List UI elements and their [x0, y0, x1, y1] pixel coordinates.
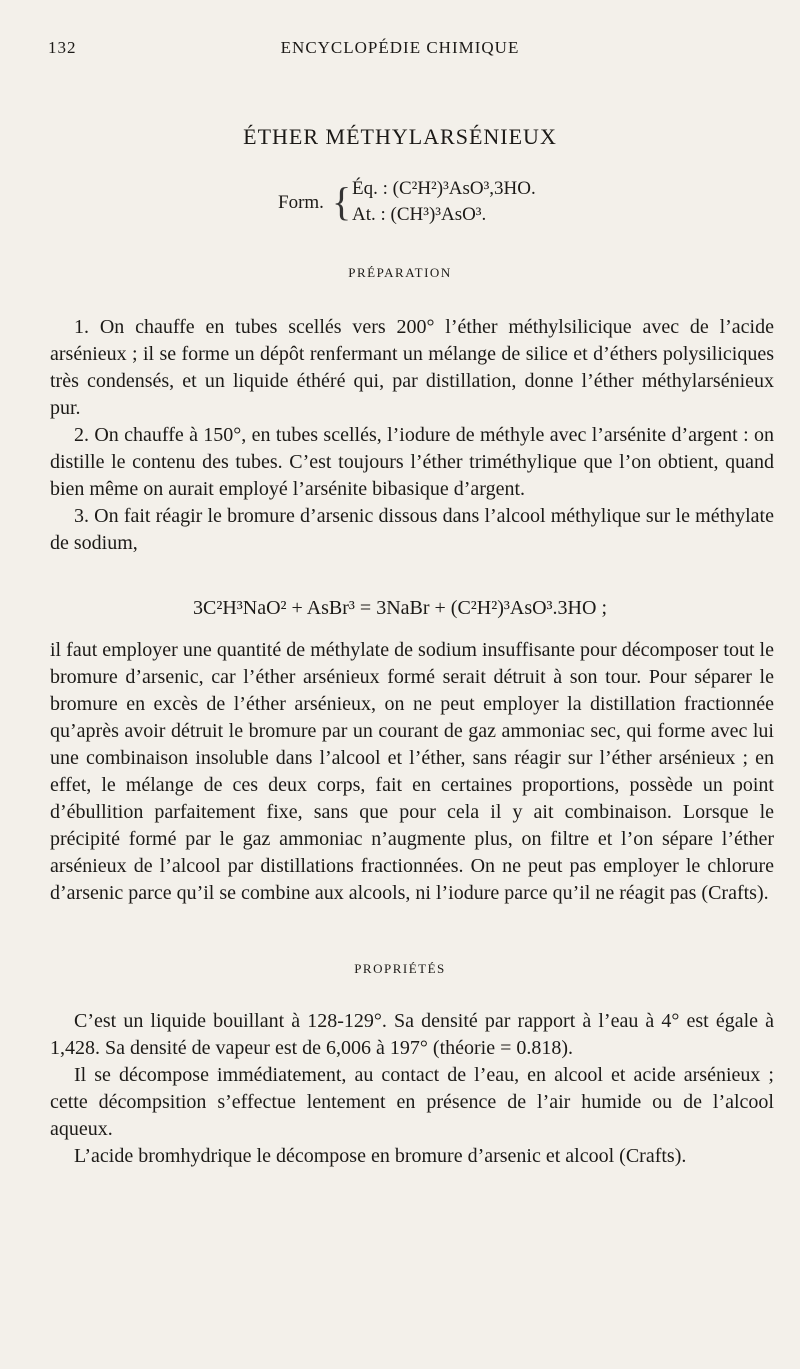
- eq-prefix: Éq. :: [352, 178, 393, 199]
- formula-label: Form.: [278, 192, 324, 213]
- property-paragraph-3: L’acide bromhydrique le décompose en bromure d’arsenic et alcool (Crafts).: [74, 1145, 687, 1167]
- preparation-text-1: [50, 314, 774, 557]
- formula-block: [278, 178, 608, 234]
- at-formula: (CH³)³AsO³.: [390, 204, 487, 225]
- preparation-text-2: [50, 637, 774, 907]
- paragraph-1: 1. On chauffe en tubes scellés vers 200° l’éther méthylsilicique avec de l’acide arsénieux ; il se forme un dépôt renfermant un mélange de silice et d’éthers polysiliciques très condensés, et un liquide éthéré qui, par distillation, donne l’éther méthylarsénieux pur.: [50, 316, 774, 419]
- running-header: [48, 38, 752, 62]
- eq-formula: (C²H²)³AsO³,3HO.: [392, 178, 536, 199]
- at-prefix: At. :: [352, 204, 391, 225]
- article-title: ÉTHER MÉTHYLARSÉNIEUX: [243, 124, 557, 149]
- property-paragraph-1: C’est un liquide bouillant à 128-129°. Sa densité par rapport à l’eau à 4° est égale à 1,428. Sa densité de vapeur est de 6,006 à 197° (théorie = 0.818).: [50, 1010, 774, 1059]
- section-heading-preparation: PRÉPARATION: [348, 265, 452, 280]
- paragraph-4: il faut employer une quantité de méthylate de sodium insuffisante pour décomposer tout le bromure d’arsenic, car l’éther arsénieux formé serait détruit à son tour. Pour séparer le bromure en excès de l’éther arsénieux, on ne peut employer la distillation fractionnée qu’après avoir détruit le bromure par un courant de gaz ammoniac sec, qui forme avec lui une combinaison insoluble dans l’alcool et l’éther, sans réagir sur l’éther arsénieux ; en effet, le mélange de ces deux corps, fait en certaines proportions, possède un point d’ébullition parfaitement fixe, sans que pour cela il y ait combinaison. Lorsque le précipité formé par le gaz ammoniac n’augmente plus, on filtre et l’on sépare l’éther arsénieux de l’alcool par distillations fractionnées. On ne peut pas employer le chlorure d’arsenic parce qu’il se combine aux alcools, ni l’iodure parce qu’il ne réagit pas (Crafts).: [50, 639, 774, 904]
- paragraph-3: 3. On fait réagir le bromure d’arsenic dissous dans l’alcool méthylique sur le méthylate de sodium,: [50, 505, 774, 554]
- page-number: 132: [48, 38, 77, 57]
- equivalent-formula: [352, 178, 536, 200]
- brace-glyph: {: [332, 179, 352, 224]
- properties-text: [50, 1008, 774, 1170]
- running-title: ENCYCLOPÉDIE CHIMIQUE: [280, 38, 520, 57]
- paragraph-2: 2. On chauffe à 150°, en tubes scellés, l’iodure de méthyle avec l’arsénite d’argent : on distille le contenu des tubes. C’est toujours l’éther triméthylique que l’on obtient, quand bien même on aurait employé l’arsénite bibasique d’argent.: [50, 424, 774, 500]
- property-paragraph-2: Il se décompose immédiatement, au contact de l’eau, en alcool et acide arsénieux ; cette décompsition s’effectue lentement en présence de l’air humide ou de l’alcool aqueux.: [50, 1064, 774, 1140]
- section-heading-properties: PROPRIÉTÉS: [354, 961, 446, 976]
- atomic-formula: [352, 204, 486, 226]
- reaction-equation: 3C²H³NaO² + AsBr³ = 3NaBr + (C²H²)³AsO³.3HO ;: [192, 597, 607, 619]
